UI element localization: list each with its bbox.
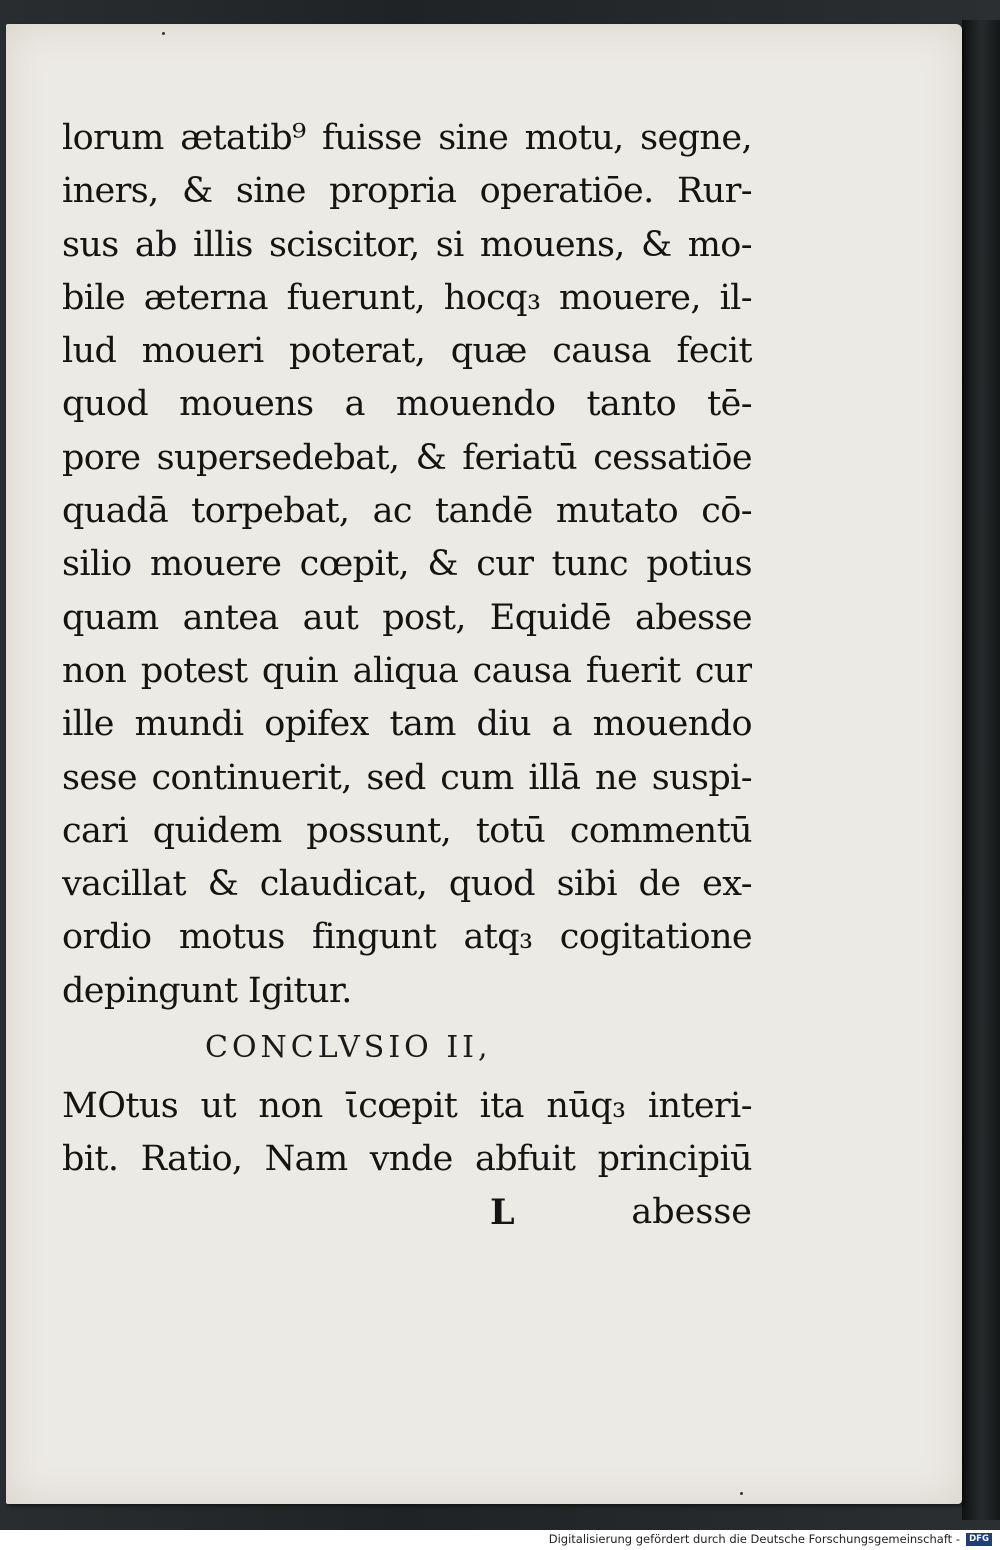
page-foot-row [62,1192,752,1242]
text-line: non potest quin aliqua causa fuerit cur [62,650,752,691]
text-line: bile æterna fuerunt, hocq₃ mouere, il- [62,277,752,318]
body-text [62,112,752,1018]
text-line: sese continuerit, sed cum illā ne suspi- [62,757,752,798]
paper-speck [740,1492,743,1495]
text-line: ille mundi opifex tam diu a mouendo [62,704,752,745]
section-heading: CONCLVSIO II, [205,1030,492,1065]
catchword: abesse [631,1192,752,1232]
paper-speck [162,32,165,35]
text-line: pore supersedebat, & feriatū cessatiōe [62,437,752,478]
dfg-logo-icon: DFG [966,1533,992,1546]
text-line: depingunt Igitur. [62,970,352,1011]
signature-mark: L [490,1192,515,1233]
text-line: cari quidem possunt, totū commentū [62,810,752,851]
text-line: bit. Ratio, Nam vnde abfuit principiū [62,1139,752,1180]
text-line: quam antea aut post, Equidē abesse [62,597,752,638]
text-line: quadā torpebat, ac tandē mutato cō- [62,491,752,532]
text-line: sus ab illis sciscitor, si mouens, & mo- [62,224,752,265]
footer-credit: Digitalisierung gefördert durch die Deutsche Forschungsgemeinschaft - [548,1532,960,1546]
text-line: silio mouere cœpit, & cur tunc potius [62,544,752,585]
continuation-text [62,1080,752,1187]
text-line: vacillat & claudicat, quod sibi de ex- [62,864,752,905]
footer-bar [0,1530,1000,1550]
text-line: lud moueri poterat, quæ causa fecit [62,331,752,372]
text-line: ordio motus fingunt atq₃ cogitatione [62,917,752,958]
text-line: iners, & sine propria operatiōe. Rur- [62,171,752,212]
text-line: lorum ætatib⁹ fuisse sine motu, segne, [62,118,752,158]
text-line: quod mouens a mouendo tanto tē- [62,384,752,425]
book-edge [962,20,1000,1520]
text-line: MOtus ut non ῑcœpit ita nūq₃ interi- [62,1086,752,1126]
